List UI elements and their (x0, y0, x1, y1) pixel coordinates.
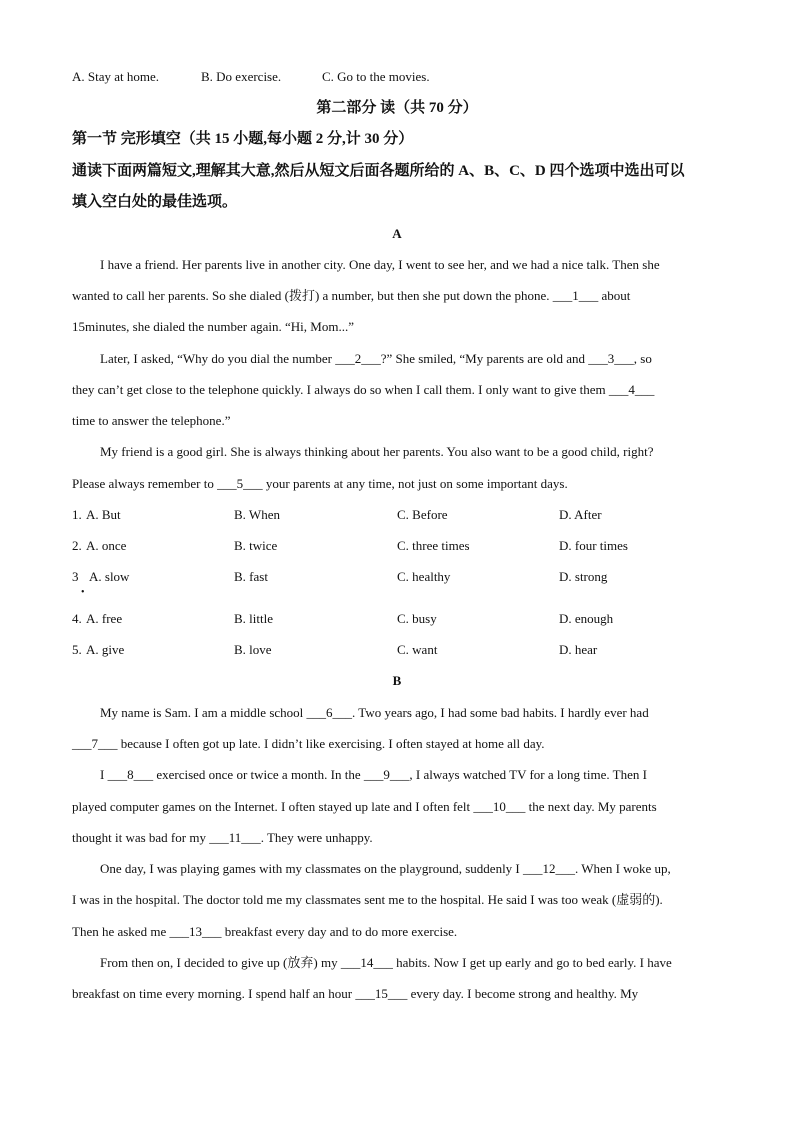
stray-dot: • (81, 587, 85, 598)
question-number: 3 (72, 569, 79, 584)
option-a: A. free (86, 611, 123, 626)
passage-b-line: My name is Sam. I am a middle school ___6___. Two years ago, I had some bad habits. I hardly ever had (100, 705, 649, 720)
passage-a-line: Later, I asked, “Why do you dial the number ___2___?” She smiled, “My parents are old and ___3___, so (100, 351, 652, 366)
question-number: 5. (72, 642, 82, 657)
passage-b-line: played computer games on the Internet. I often stayed up late and I often felt ___10___ the next day. My parents (72, 799, 657, 814)
option-d: D. strong (559, 569, 608, 584)
option-c: C. Before (397, 507, 448, 522)
top-option-b: B. Do exercise. (201, 69, 282, 84)
option-b: B. twice (234, 538, 278, 553)
question-number: 2. (72, 538, 82, 553)
option-b: B. little (234, 611, 273, 626)
passage-a-line: they can’t get close to the telephone quickly. I always do so when I call them. I only want to give them ___4___ (72, 382, 655, 397)
passage-b-line: I was in the hospital. The doctor told me my classmates sent me to the hospital. He said I was too weak (虚弱的). (72, 892, 663, 907)
option-a: A. slow (89, 569, 130, 584)
passage-b-line: breakfast on time every morning. I spend half an hour ___15___ every day. I become strong and healthy. My (72, 986, 639, 1001)
option-b: B. When (234, 507, 280, 522)
passage-a-line: 15minutes, she dialed the number again. “Hi, Mom...” (72, 319, 354, 334)
option-a: A. give (86, 642, 125, 657)
question-row-3 (72, 569, 722, 585)
passage-b-line: ___7___ because I often got up late. I didn’t like exercising. I often stayed at home all day. (72, 736, 545, 751)
passage-b-line: From then on, I decided to give up (放弃) my ___14___ habits. Now I get up early and go to bed early. I have (100, 955, 672, 970)
passage-a-line: time to answer the telephone.” (72, 413, 231, 428)
option-c: C. three times (397, 538, 470, 553)
top-option-a: A. Stay at home. (72, 69, 160, 84)
option-c: C. healthy (397, 569, 451, 584)
passage-a-label: A (392, 226, 402, 241)
passage-a-line: I have a friend. Her parents live in another city. One day, I went to see her, and we had a nice talk. Then she (100, 257, 660, 272)
question-row-1 (72, 507, 722, 523)
passage-b-line: Then he asked me ___13___ breakfast every day and to do more exercise. (72, 924, 458, 939)
passage-b-label: B (392, 673, 402, 688)
question-row-5 (72, 642, 722, 658)
option-a: A. But (86, 507, 121, 522)
section-title: 第一节 完形填空（共 15 小题,每小题 2 分,计 30 分） (72, 131, 414, 147)
option-d: D. hear (559, 642, 598, 657)
instruction-line-1: 通读下面两篇短文,理解其大意,然后从短文后面各题所给的 A、B、C、D 四个选项中选出可以 (72, 163, 685, 179)
instruction-line-2: 填入空白处的最佳选项。 (72, 194, 238, 210)
option-d: D. four times (559, 538, 628, 553)
option-b: B. love (234, 642, 272, 657)
option-c: C. want (397, 642, 438, 657)
passage-a-line: wanted to call her parents. So she dialed (拨打) a number, but then she put down the phone. ___1___ about (72, 288, 631, 303)
question-number: 1. (72, 507, 82, 522)
question-row-4 (72, 611, 722, 627)
question-number: 4. (72, 611, 82, 626)
passage-b-line: thought it was bad for my ___11___. They were unhappy. (72, 830, 373, 845)
part-title: 第二部分 读（共 70 分） (316, 100, 478, 116)
option-a: A. once (86, 538, 127, 553)
option-d: D. After (559, 507, 602, 522)
option-c: C. busy (397, 611, 437, 626)
passage-a-line: Please always remember to ___5___ your parents at any time, not just on some important days. (72, 476, 568, 491)
passage-b-line: One day, I was playing games with my classmates on the playground, suddenly I ___12___. When I woke up, (100, 861, 671, 876)
question-row-2 (72, 538, 722, 554)
option-d: D. enough (559, 611, 614, 626)
passage-a-line: My friend is a good girl. She is always thinking about her parents. You also want to be a good child, right? (100, 444, 654, 459)
option-b: B. fast (234, 569, 268, 584)
passage-b-line: I ___8___ exercised once or twice a month. In the ___9___, I always watched TV for a long time. Then I (100, 767, 647, 782)
top-option-c: C. Go to the movies. (322, 69, 430, 84)
